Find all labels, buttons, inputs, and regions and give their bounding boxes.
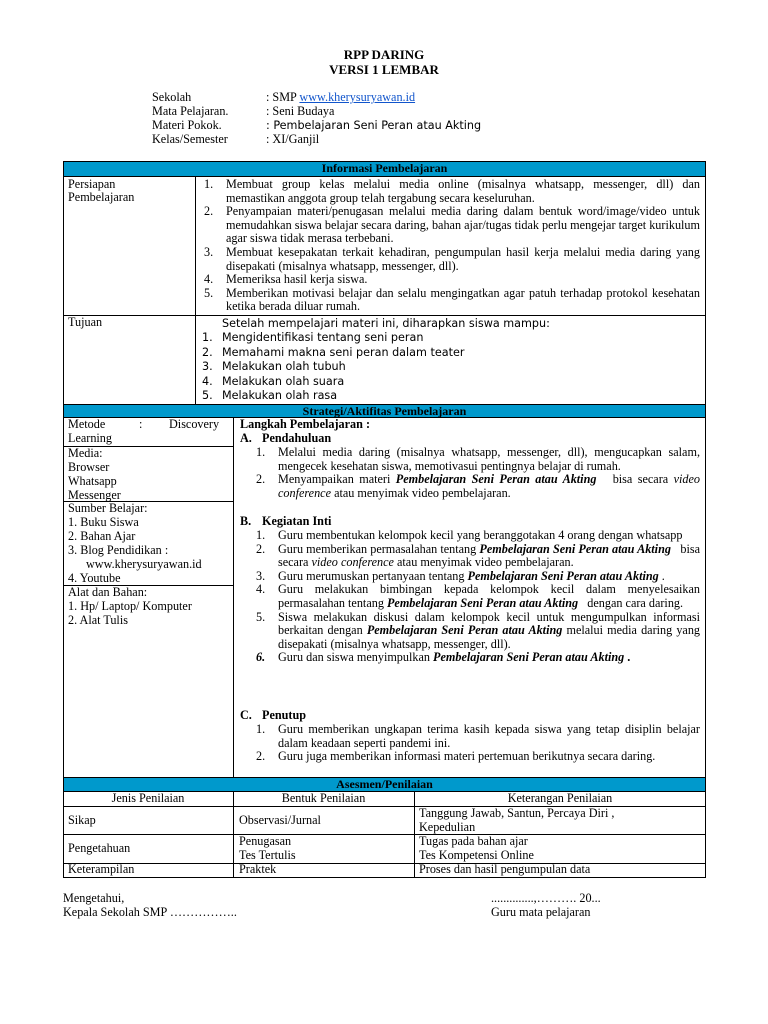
sumber-item: 2. Bahan Ajar: [68, 529, 136, 543]
doc-title: RPP DARING: [343, 47, 425, 62]
list-item: 1. Mengidentifikasi tentang seni peran: [202, 331, 424, 344]
identity-label: Materi Pokok.: [152, 118, 222, 132]
identity-label: Kelas/Semester: [152, 132, 228, 146]
metode-label: Metode: [68, 417, 106, 431]
table-cell: Sikap: [68, 813, 96, 827]
alat-item: 1. Hp/ Laptop/ Komputer: [68, 599, 192, 613]
metode-colon: :: [139, 417, 143, 431]
section-letter: A.: [240, 431, 252, 445]
table-cell: Observasi/Jurnal: [239, 813, 321, 827]
sumber-label: Sumber Belajar:: [68, 501, 148, 515]
identity-label: Sekolah: [152, 90, 192, 104]
list-item: 2. Memahami makna seni peran dalam teater: [202, 345, 465, 359]
list-item: 1. Guru memberikan ungkapan terima kasih kepada siswa yang tetap disiplin belajar dalam keadaan seperti pandemi ini.: [256, 722, 700, 750]
table-border: [63, 834, 706, 835]
footer-left: Mengetahui,: [63, 891, 125, 905]
sumber-item: 3. Blog Pendidikan :: [68, 543, 169, 557]
list-item: 4. Guru melakukan bimbingan kepada kelompok kecil dalam menyelesaikan permasalahan tentang Pembelajaran Seni Peran atau Akting dengan cara daring.: [256, 582, 700, 610]
section-title: Penutup: [262, 708, 307, 722]
table-border: [63, 877, 706, 878]
pendahuluan-list: [250, 446, 700, 500]
identity-label: Mata Pelajaran.: [152, 104, 229, 118]
list-item: 5. Melakukan olah rasa: [202, 389, 338, 402]
list-item: 3. Melakukan olah tubuh: [202, 360, 346, 373]
media-item: Whatsapp: [68, 474, 117, 488]
identity-value: : XI/Ganjil: [266, 132, 320, 146]
footer-right: ..............,………. 20...: [491, 891, 601, 905]
table-cell: Tes Tertulis: [239, 848, 296, 862]
section-header-strategi: Strategi/Aktifitas Pembelajaran: [63, 404, 706, 418]
column-header: Keterangan Penilaian: [507, 791, 613, 805]
table-cell: Proses dan hasil pengumpulan data: [419, 862, 591, 876]
penutup-list: [250, 723, 700, 764]
table-cell: Pengetahuan: [68, 841, 131, 855]
tujuan-list: [202, 331, 682, 404]
section-letter: C.: [240, 708, 252, 722]
persiapan-list: [198, 178, 700, 314]
school-link[interactable]: www.kherysuryawan.id: [299, 90, 416, 104]
list-item: 6. Guru dan siswa menyimpulkan Pembelajaran Seni Peran atau Akting .: [256, 650, 631, 665]
table-cell: Kepedulian: [419, 820, 476, 834]
section-header-asesmen: Asesmen/Penilaian: [63, 777, 706, 792]
section-title: Pendahuluan: [262, 431, 332, 445]
table-border: [705, 176, 706, 878]
persiapan-label: Persiapan: [68, 177, 116, 191]
table-cell: Tanggung Jawab, Santun, Percaya Diri ,: [419, 806, 615, 820]
section-header-informasi: Informasi Pembelajaran: [63, 161, 706, 177]
list-item: 4. Memeriksa hasil kerja siswa.: [204, 272, 368, 287]
tujuan-label: Tujuan: [68, 315, 103, 329]
table-cell: Praktek: [239, 862, 277, 876]
sumber-item: www.kherysuryawan.id: [86, 557, 202, 571]
identity-value: : SMP www.kherysuryawan.id: [266, 90, 416, 104]
list-item: 5. Memberikan motivasi belajar dan selalu mengingatkan agar patuh terhadap protokol kesehatan ketika berada diluar rumah.: [204, 285, 700, 314]
list-item: 2. Guru memberikan permasalahan tentang Pembelajaran Seni Peran atau Akting bisa secara video conference atau menyimak video pembelajaran.: [256, 541, 701, 570]
table-border: [63, 176, 64, 878]
metode-value: Discovery: [169, 417, 220, 431]
tujuan-intro: Setelah mempelajari materi ini, diharapkan siswa mampu:: [222, 317, 550, 330]
column-header: Jenis Penilaian: [111, 791, 185, 805]
list-item: 1. Membuat group kelas melalui media online (misalnya whatsapp, messenger, dll) dan memastikan anggota group telah tergabung secara keseluruhan.: [204, 177, 700, 205]
inti-list: [250, 529, 700, 665]
persiapan-label: Pembelajaran: [68, 190, 135, 204]
alat-label: Alat dan Bahan:: [68, 585, 148, 599]
media-item: Messenger: [68, 488, 121, 502]
section-letter: B.: [240, 514, 252, 528]
list-item: 3. Membuat kesepakatan terkait kehadiran, pengumpulan hasil kerja melalui media daring yang disepakati (misalnya whatsapp, messenger, dll).: [204, 244, 700, 273]
list-item: 4. Melakukan olah suara: [202, 374, 345, 388]
doc-subtitle: VERSI 1 LEMBAR: [329, 62, 439, 77]
identity-value: : Pembelajaran Seni Peran atau Akting: [266, 119, 482, 132]
footer-left: Kepala Sekolah SMP ……………..: [63, 905, 237, 919]
identity-value: : Seni Budaya: [266, 104, 335, 118]
table-cell: Keterampilan: [68, 862, 135, 876]
list-item: 1. Melalui media daring (misalnya whatsapp, messenger, dll), mengucapkan salam, mengecek kesehatan siswa, memotivasui pentingnya belajar di rumah.: [256, 445, 700, 473]
footer-right: Guru mata pelajaran: [491, 905, 591, 919]
table-border: [195, 176, 196, 404]
table-cell: Tes Kompetensi Online: [419, 848, 534, 862]
sumber-item: 1. Buku Siswa: [68, 515, 139, 529]
media-label: Media:: [68, 446, 103, 460]
sumber-item: 4. Youtube: [68, 571, 121, 585]
list-item: 1. Guru membentukan kelompok kecil yang beranggotakan 4 orang dengan whatsapp: [256, 528, 683, 542]
table-border: [63, 863, 706, 864]
langkah-label: Langkah Pembelajaran :: [240, 417, 371, 431]
list-item: 2. Guru juga memberikan informasi materi pertemuan berikutnya secara daring.: [256, 749, 656, 764]
list-item: 5. Siswa melakukan diskusi dalam kelompok kecil untuk mengumpulkan informasi berkaitan dengan Pembelajaran Seni Peran atau Akting melalui media daring yang disepakati (misalnya whatsapp, messenger, dll).: [256, 609, 701, 651]
list-item: 3. Guru merumuskan pertanyaan tentang Pembelajaran Seni Peran atau Akting .: [256, 568, 665, 583]
list-item: 2. Menyampaikan materi Pembelajaran Seni Peran atau Akting bisa secara video conference atau menyimak video pembelajaran.: [256, 472, 701, 500]
column-header: Bentuk Penilaian: [281, 791, 366, 805]
metode-value: Learning: [68, 431, 112, 445]
alat-item: 2. Alat Tulis: [68, 613, 128, 627]
section-title: Kegiatan Inti: [262, 514, 332, 528]
table-cell: Tugas pada bahan ajar: [419, 834, 528, 848]
table-border: [63, 315, 706, 316]
media-item: Browser: [68, 460, 110, 474]
table-cell: Penugasan: [239, 834, 292, 848]
list-item: 2. Penyampaian materi/penugasan melalui media daring dalam bentuk word/image/video untuk memudahkan siswa belajar secara daring, bahan ajar/tugas tidak perlu mengejar target kurikulum agar siswa tidak merasa terbebani.: [204, 204, 700, 246]
table-border: [233, 417, 234, 777]
